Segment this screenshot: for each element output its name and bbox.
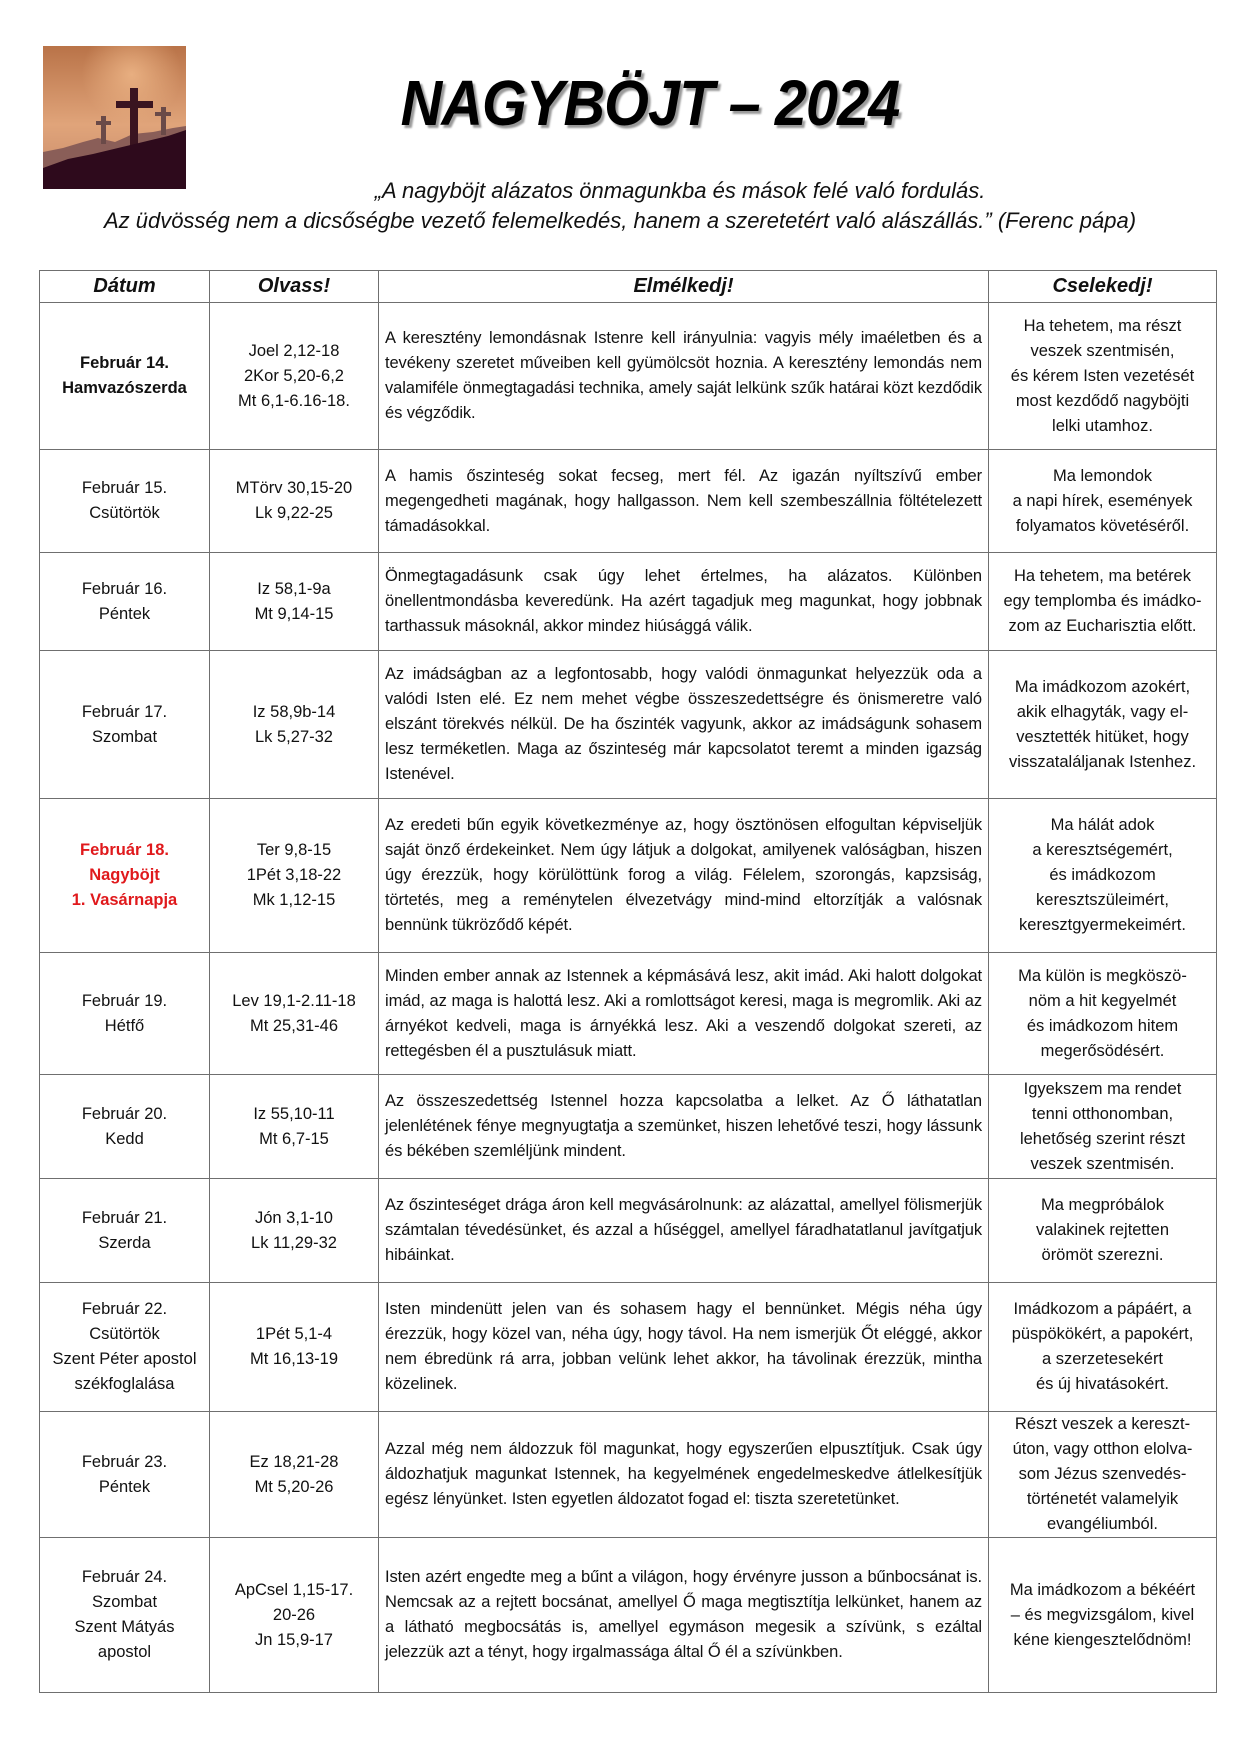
table-row bbox=[40, 953, 1217, 1075]
action-line: kéne kiengesztelődnöm! bbox=[1013, 1630, 1192, 1649]
action-line: zom az Eucharisztia előtt. bbox=[1008, 617, 1197, 635]
action-cell bbox=[989, 953, 1217, 1075]
date-line: Szent Mátyás bbox=[74, 1618, 175, 1636]
table-row bbox=[40, 1538, 1217, 1693]
action-line: Imádkozom a pápáért, a bbox=[1013, 1300, 1192, 1318]
action-line: veszek szentmisén, bbox=[1030, 341, 1175, 360]
action-line: és imádkozom bbox=[1049, 866, 1156, 884]
date-line: Február 24. bbox=[81, 1568, 168, 1586]
table-row bbox=[40, 1283, 1217, 1412]
action-line: úton, vagy otthon elolva- bbox=[1012, 1440, 1193, 1458]
meditation-text: A keresztény lemondásnak Istenre kell irányulnia: vagyis mély imaéletben és a tevékeny szeretet műveiben kell gyümölcsöt hoznia. A keresztény lemondás nem valamiféle önmegtagadási technika, amely saját lelkünk szűk határai közt kezdődik és végződik. bbox=[379, 303, 989, 450]
action-line: Részt veszek a kereszt- bbox=[1014, 1415, 1191, 1433]
meditation-text: Az őszinteséget drága áron kell megvásárolnunk: az alázattal, amellyel fölismerjük számtalan tévedésünket, és azzal a hűséggel, amellyel fáradhatatlanul javítgatjuk hibáinkat. bbox=[379, 1179, 989, 1283]
action-line: lehetőség szerint részt bbox=[1019, 1129, 1186, 1148]
date-line: Kedd bbox=[105, 1129, 144, 1148]
table-row bbox=[40, 1075, 1217, 1179]
date-cell bbox=[40, 799, 210, 953]
action-line: Ma külön is megköszö- bbox=[1018, 966, 1187, 985]
action-line: egy templomba és imádko- bbox=[1003, 592, 1202, 610]
reading-reference: Ter 9,8-15 bbox=[256, 841, 332, 859]
action-line: Ma hálát adok bbox=[1050, 816, 1155, 834]
date-cell bbox=[40, 1412, 210, 1538]
date-line: Február 17. bbox=[81, 702, 168, 721]
date-line: Péntek bbox=[98, 604, 151, 623]
meditation-text: Azzal még nem áldozzuk föl magunkat, hogy egyszerűen elpusztítjuk. Csak úgy áldozhatjuk magunkat Istennek, ha kegyelmének engedelmeskedve átlelkesítjük egész lényünket. Isten egyetlen áldozatot fogad el: tiszta szeretetünket. bbox=[379, 1412, 989, 1538]
meditation-text: A hamis őszinteség sokat fecseg, mert fél. Az igazán nyíltszívű ember megengedheti magának, hogy hallgasson. Nem kell szembeszállnia föltételezett támadásokkal. bbox=[379, 450, 989, 553]
action-line: püspökökért, a papokért, bbox=[1011, 1325, 1194, 1343]
action-line: visszataláljanak Istenhez. bbox=[1008, 752, 1197, 771]
date-line: Február 22. bbox=[81, 1300, 168, 1318]
date-line: Hamvazószerda bbox=[62, 379, 187, 397]
date-line: Február 15. bbox=[81, 479, 168, 497]
date-line: apostol bbox=[97, 1643, 152, 1661]
action-line: a keresztségemért, bbox=[1032, 841, 1173, 859]
reading-reference: Lk 5,27-32 bbox=[255, 727, 333, 746]
date-cell bbox=[40, 1075, 210, 1179]
readings-cell bbox=[210, 1075, 379, 1179]
readings-cell bbox=[210, 553, 379, 651]
date-line: Február 18. bbox=[80, 841, 169, 859]
date-cell bbox=[40, 1179, 210, 1283]
reading-reference: Iz 55,10-11 bbox=[253, 1104, 335, 1123]
action-line: Ma imádkozom a békéért bbox=[1009, 1580, 1196, 1599]
date-line: Péntek bbox=[98, 1477, 151, 1496]
action-line: és kérem Isten vezetését bbox=[1010, 366, 1195, 385]
readings-cell bbox=[210, 1538, 379, 1693]
action-cell bbox=[989, 1283, 1217, 1412]
action-cell bbox=[989, 1179, 1217, 1283]
readings-cell bbox=[210, 450, 379, 553]
reading-reference: ApCsel 1,15-17. bbox=[234, 1580, 354, 1599]
reading-reference: Jón 3,1-10 bbox=[255, 1208, 333, 1227]
meditation-text: Az imádságban az a legfontosabb, hogy valódi önmagunkat helyezzük oda a valódi Isten elé. Ez nem mehet végbe összeszedettségre és önismeretre való elszánt törekvés nélkül. De ha őszinték vagyunk, akkor az imádságunk sohasem lesz terméketlen. Maga az őszinteség már kapcsolatot teremt a minden igazság Istenével. bbox=[379, 651, 989, 799]
action-line: keresztgyermekeimért. bbox=[1019, 916, 1186, 934]
table-row bbox=[40, 450, 1217, 553]
table-row bbox=[40, 799, 1217, 953]
action-line: lelki utamhoz. bbox=[1052, 416, 1153, 435]
date-line: Február 14. bbox=[80, 354, 169, 372]
column-header-date: Dátum bbox=[40, 271, 210, 303]
action-line: veszek szentmisén. bbox=[1030, 1154, 1175, 1173]
action-line: – és megvizsgálom, kivel bbox=[1010, 1605, 1195, 1624]
action-cell bbox=[989, 1412, 1217, 1538]
date-line: Csütörtök bbox=[89, 504, 160, 522]
action-line: evangéliumból. bbox=[1047, 1515, 1158, 1533]
meditation-text: Isten mindenütt jelen van és sohasem hagy el bennünket. Mégis néha úgy érezzük, hogy közel van, néha úgy, hogy távol. Ha nem ismerjük Őt eléggé, akkor nem ébredünk rá arra, jobban velünk lehet akkor, ha távolinak érezzük, mintha közelinek. bbox=[379, 1283, 989, 1412]
action-line: Ha tehetem, ma részt bbox=[1023, 316, 1182, 335]
date-line: Szerda bbox=[98, 1233, 151, 1252]
meditation-text: Önmegtagadásunk csak úgy lehet értelmes, ha alázatos. Különben önellentmondásba keveredünk. Ha azért tagadjuk meg magunkat, hogy jobbnak tarthassuk másoknál, akkor mindez hiúsággá válik. bbox=[379, 553, 989, 651]
action-line: Ma megpróbálok bbox=[1041, 1196, 1164, 1214]
table-row bbox=[40, 651, 1217, 799]
action-line: som Jézus szenvedés- bbox=[1018, 1465, 1187, 1483]
action-line: Igyekszem ma rendet bbox=[1023, 1079, 1182, 1098]
action-line: nöm a hit kegyelmét bbox=[1028, 991, 1177, 1010]
action-line: a szerzetesekért bbox=[1041, 1350, 1164, 1368]
action-cell bbox=[989, 1075, 1217, 1179]
date-line: Február 20. bbox=[81, 1104, 168, 1123]
column-header-act: Cselekedj! bbox=[989, 271, 1217, 303]
action-cell bbox=[989, 553, 1217, 651]
date-line: Szombat bbox=[91, 727, 158, 746]
reading-reference: Lev 19,1-2.11-18 bbox=[232, 991, 356, 1010]
table-row bbox=[40, 303, 1217, 450]
table-body bbox=[40, 303, 1217, 1693]
lent-schedule-table bbox=[39, 270, 1217, 1693]
action-line: és imádkozom hitem bbox=[1026, 1016, 1179, 1035]
action-line: Ma lemondok bbox=[1052, 466, 1153, 485]
reading-reference: Mt 25,31-46 bbox=[249, 1016, 339, 1035]
date-line: Szent Péter apostol bbox=[52, 1350, 197, 1368]
table-row bbox=[40, 1412, 1217, 1538]
reading-reference: 20-26 bbox=[272, 1605, 316, 1624]
action-cell bbox=[989, 799, 1217, 953]
readings-cell bbox=[210, 1179, 379, 1283]
date-cell bbox=[40, 450, 210, 553]
reading-reference: Jn 15,9-17 bbox=[255, 1630, 333, 1649]
date-line: Február 16. bbox=[81, 579, 168, 598]
quote-line-1: „A nagyböjt alázatos önmagunkba és mások felé való fordulás. bbox=[374, 178, 986, 203]
reading-reference: Joel 2,12-18 bbox=[248, 341, 340, 360]
date-cell bbox=[40, 651, 210, 799]
date-cell bbox=[40, 553, 210, 651]
table-header-row bbox=[40, 271, 1217, 303]
reading-reference: 2Kor 5,20-6,2 bbox=[244, 366, 344, 385]
reading-reference: Mt 5,20-26 bbox=[254, 1477, 334, 1496]
action-line: akik elhagyták, vagy el- bbox=[1016, 702, 1189, 721]
action-line: most kezdődő nagyböjti bbox=[1015, 391, 1190, 410]
action-line: a napi hírek, események bbox=[1012, 491, 1193, 510]
date-line: Február 23. bbox=[81, 1452, 168, 1471]
readings-cell bbox=[210, 799, 379, 953]
date-cell bbox=[40, 1283, 210, 1412]
date-cell bbox=[40, 1538, 210, 1693]
reading-reference: Lk 11,29-32 bbox=[251, 1233, 337, 1252]
action-line: Ha tehetem, ma betérek bbox=[1013, 567, 1191, 585]
reading-reference: 1Pét 5,1-4 bbox=[255, 1325, 333, 1343]
date-line: Február 19. bbox=[81, 991, 168, 1010]
action-line: folyamatos követéséről. bbox=[1015, 516, 1190, 535]
meditation-text: Isten azért engedte meg a bűnt a világon, hogy érvényre jusson a bűnbocsánat is. Nemcsak az a rejtett bocsánat, amellyel Ő maga megtisztítja lelkünket, hanem az a látható megbocsátás is, amellyel egymáson megesik a szívünk, s ezáltal jelezzük azt a tényt, hogy irgalmassága által Ő él a szívünkben. bbox=[379, 1538, 989, 1693]
meditation-text: Az eredeti bűn egyik következménye az, hogy ösztönösen elfogultan képviseljük saját önző érdekeinket. Nem úgy látjuk a dolgokat, amilyenek valóságban, hiszen úgy érezzük, hogy körülöttünk forog a világ. Félelem, szorongás, kapzsiság, törtetés, meg a reménytelen élvezetvágy mind-mind eltorzítják a valósnak bennünk tükröződő képét. bbox=[379, 799, 989, 953]
action-line: örömöt szerezni. bbox=[1041, 1246, 1164, 1264]
action-line: történetét valamelyik bbox=[1026, 1490, 1179, 1508]
date-line: Február 21. bbox=[81, 1208, 168, 1227]
reading-reference: Mt 6,1-6.16-18. bbox=[238, 391, 350, 410]
table-row bbox=[40, 553, 1217, 651]
table-row bbox=[40, 1179, 1217, 1283]
reading-reference: 1Pét 3,18-22 bbox=[246, 866, 342, 884]
action-line: vesztették hitüket, hogy bbox=[1016, 727, 1189, 746]
reading-reference: Iz 58,1-9a bbox=[257, 579, 331, 598]
date-line: 1. Vasárnapja bbox=[71, 891, 178, 909]
date-line: székfoglalása bbox=[74, 1375, 175, 1393]
column-header-meditate: Elmélkedj! bbox=[379, 271, 989, 303]
action-cell bbox=[989, 450, 1217, 553]
reading-reference: Lk 9,22-25 bbox=[255, 504, 333, 522]
date-line: Hétfő bbox=[104, 1016, 145, 1035]
reading-reference: Mt 9,14-15 bbox=[254, 604, 334, 623]
reading-reference: Ez 18,21-28 bbox=[249, 1452, 339, 1471]
action-line: tenni otthonomban, bbox=[1031, 1104, 1174, 1123]
reading-reference: Mt 16,13-19 bbox=[249, 1350, 339, 1368]
date-line: Nagyböjt bbox=[89, 866, 160, 884]
action-cell bbox=[989, 1538, 1217, 1693]
date-line: Szombat bbox=[91, 1593, 158, 1611]
quote-line-2: Az üdvösség nem a dicsőségbe vezető felemelkedés, hanem a szeretetért való alászállás.” (Ferenc pápa) bbox=[103, 208, 1137, 233]
reading-reference: MTörv 30,15-20 bbox=[235, 479, 353, 497]
action-line: megerősödésért. bbox=[1040, 1041, 1165, 1060]
action-line: valakinek rejtetten bbox=[1036, 1221, 1169, 1239]
reading-reference: Mt 6,7-15 bbox=[259, 1129, 329, 1148]
readings-cell bbox=[210, 1412, 379, 1538]
action-cell bbox=[989, 651, 1217, 799]
readings-cell bbox=[210, 1283, 379, 1412]
action-line: Ma imádkozom azokért, bbox=[1014, 677, 1191, 696]
meditation-text: Minden ember annak az Istennek a képmásává lesz, akit imád. Aki halott dolgokat imád, az maga is halottá lesz. Aki a romlottságot keresi, maga is megromlik. Aki az árnyékot kedveli, maga is árnyékká lesz. Aki a veszendő dolgokat szereti, az rettegésben él a pusztulásuk miatt. bbox=[379, 953, 989, 1075]
reading-reference: Mk 1,12-15 bbox=[252, 891, 336, 909]
action-line: keresztszüleimért, bbox=[1036, 891, 1169, 909]
column-header-read: Olvass! bbox=[210, 271, 379, 303]
date-line: Csütörtök bbox=[89, 1325, 160, 1343]
action-line: és új hivatásokért. bbox=[1036, 1375, 1169, 1393]
date-cell bbox=[40, 303, 210, 450]
date-cell bbox=[40, 953, 210, 1075]
readings-cell bbox=[210, 303, 379, 450]
meditation-text: Az összeszedettség Istennel hozza kapcsolatba a lelket. Az Ő láthatatlan jelenlétének fénye megnyugtatja a szemünket, hiszen lehetővé teszi, hogy lássunk és békében szemléljünk mindent. bbox=[379, 1075, 989, 1179]
readings-cell bbox=[210, 953, 379, 1075]
action-cell bbox=[989, 303, 1217, 450]
readings-cell bbox=[210, 651, 379, 799]
page-title: NAGYBÖJT – 2024 bbox=[400, 67, 900, 139]
reading-reference: Iz 58,9b-14 bbox=[252, 702, 336, 721]
